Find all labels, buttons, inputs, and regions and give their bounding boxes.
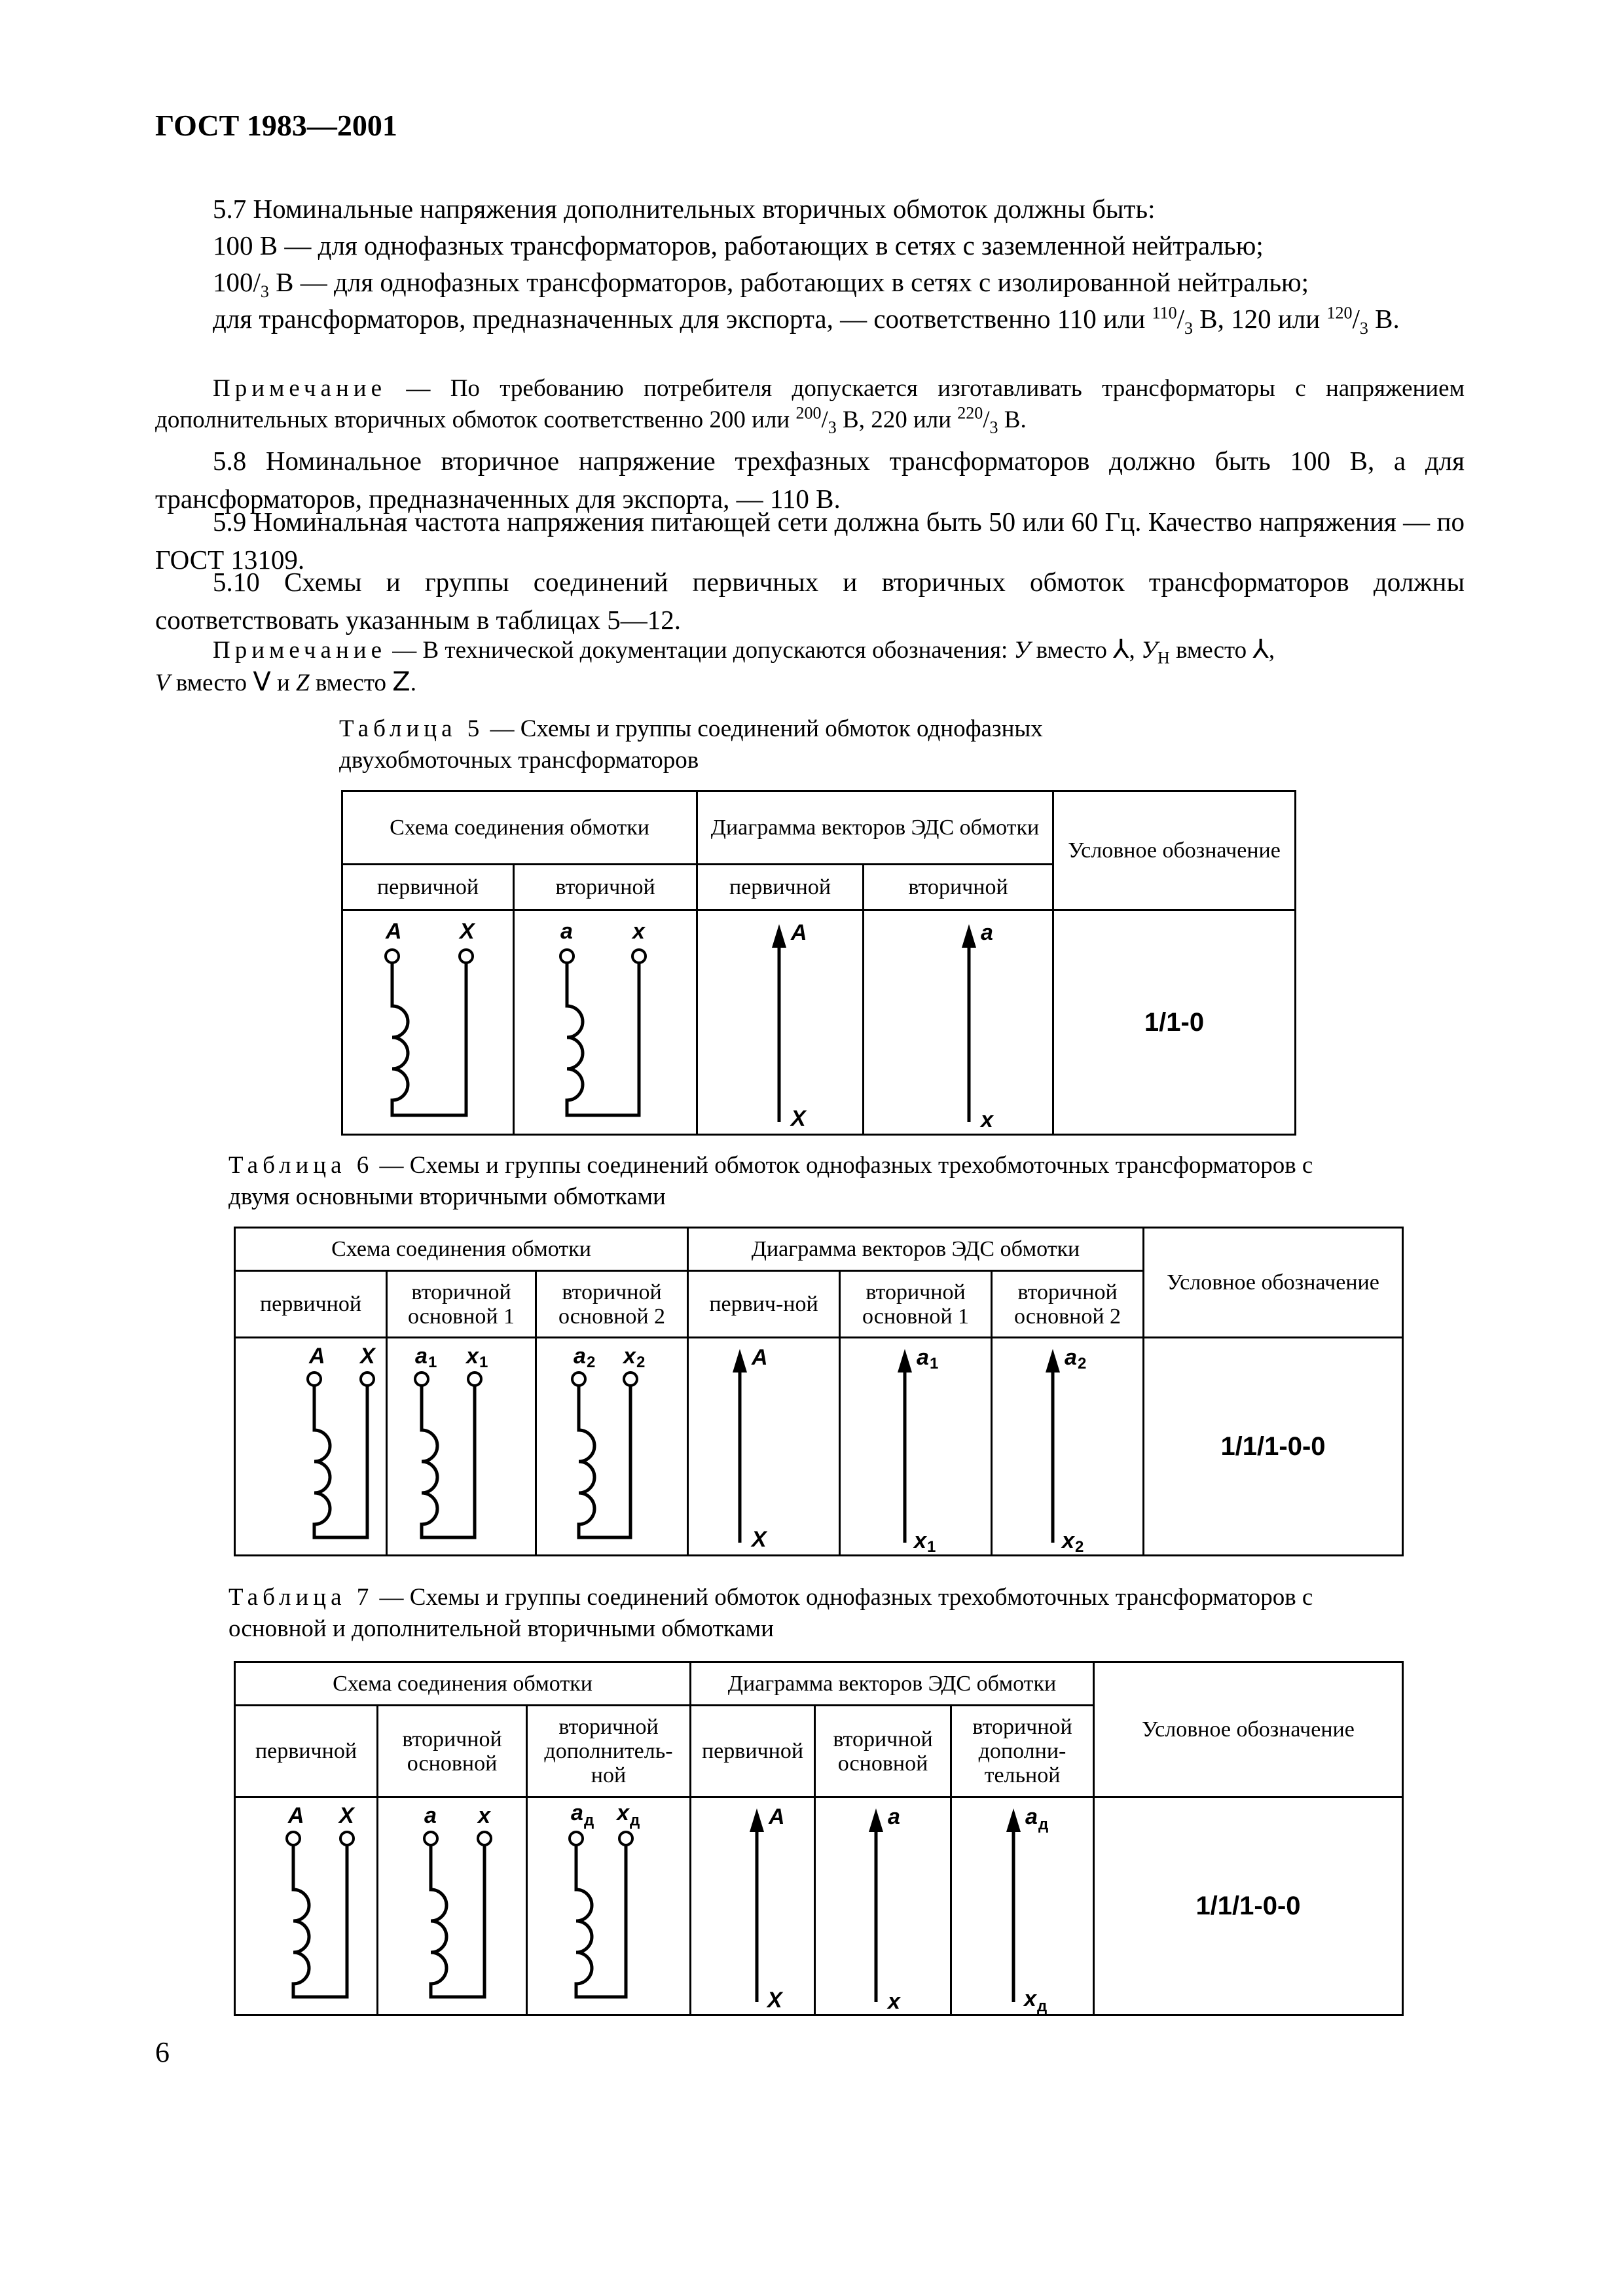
vector-diagram-primary (698, 911, 864, 1134)
svg-text:x: x (466, 1344, 479, 1369)
winding-diagram-primary (236, 1338, 388, 1554)
note-2: Примечание — В технической документации допускаются обозначения: У вместо ⅄, $У_Н$ вместо ⅄, V вместо V и Z вместо Z. (155, 634, 1275, 697)
svg-text:1: 1 (927, 1538, 936, 1554)
t7-vector-primary (691, 1797, 815, 2015)
t7-header-primary: первичной (235, 1706, 378, 1797)
vector-diagram-sec2 (993, 1338, 1144, 1554)
t5-header-primary: первичной (342, 865, 514, 910)
svg-text:X: X (752, 1527, 767, 1552)
svg-text:x: x (888, 1989, 900, 2014)
t6-header-sec2: вторичной основной 2 (536, 1271, 688, 1338)
t6-header-sec1: вторичной основной 1 (387, 1271, 536, 1338)
table-6-caption: Таблица 6 — Схемы и группы соединений обмоток однофазных трехобмоточных трансформаторов с двумя основными вторичными обмотками (228, 1152, 1313, 1210)
open-delta-symbol-icon: V (253, 667, 271, 697)
svg-text:A: A (309, 1344, 325, 1369)
table-7-caption: Таблица 7 — Схемы и группы соединений обмоток однофазных трехобмоточных трансформаторов с основной и дополнительной вторичными обмотками (228, 1584, 1313, 1642)
svg-text:A: A (288, 1803, 304, 1828)
vector-diagram-primary (691, 1798, 816, 2014)
svg-text:2: 2 (636, 1354, 646, 1371)
svg-text:A: A (386, 919, 402, 944)
t6-symbol: 1/1/1-0-0 (1144, 1338, 1403, 1556)
svg-text:a: a (574, 1344, 586, 1369)
svg-text:д: д (584, 1812, 594, 1829)
svg-text:д: д (1038, 1816, 1049, 1833)
t6-header-symbol: Условное обозначение (1144, 1228, 1403, 1338)
svg-text:a: a (571, 1801, 583, 1825)
winding-diagram-primary (236, 1798, 378, 2014)
t7-header-diag-sec-add: вторичной дополни-тельной (951, 1706, 1094, 1797)
section-5-8: 5.8 Номинальное вторичное напряжение трехфазных трансформаторов должно быть 100 В, а для трансформаторов, предназначенных для экспорта, — 110 В. (155, 446, 1465, 514)
t7-header-diag-primary: первичной (691, 1706, 815, 1797)
svg-text:a: a (981, 920, 993, 945)
winding-diagram-secondary (515, 911, 698, 1134)
svg-text:2: 2 (1078, 1355, 1087, 1372)
table-5 (341, 790, 1296, 1136)
svg-text:A: A (769, 1804, 785, 1829)
t6-header-diagram: Диаграмма векторов ЭДС обмотки (688, 1228, 1144, 1271)
winding-diagram-primary (343, 911, 515, 1134)
svg-text:A: A (752, 1345, 768, 1370)
t6-winding-sec2 (536, 1338, 688, 1556)
svg-text:X: X (767, 1988, 782, 2013)
t7-vector-sec-main (815, 1797, 951, 2015)
table-5-caption: Таблица 5 — Схемы и группы соединений обмоток однофазных двухобмоточных трансформаторов (339, 715, 1043, 774)
svg-text:1: 1 (930, 1355, 939, 1372)
svg-text:x: x (632, 919, 645, 944)
t6-header-scheme: Схема соединения обмотки (235, 1228, 688, 1271)
svg-text:д: д (630, 1812, 640, 1829)
t7-header-diag-sec-main: вторичной основной (815, 1706, 951, 1797)
t6-vector-primary (688, 1338, 840, 1556)
svg-text:a: a (560, 919, 573, 944)
svg-text:д: д (1037, 1998, 1048, 2014)
t6-vector-sec2 (992, 1338, 1144, 1556)
t6-winding-sec1 (387, 1338, 536, 1556)
svg-text:a: a (917, 1345, 929, 1370)
section-5-7-title: 5.7 Номинальные напряжения дополнительных вторичных обмоток должны быть: (213, 194, 1156, 224)
t7-winding-primary (235, 1797, 378, 2015)
svg-text:a: a (424, 1803, 437, 1828)
svg-text:x: x (981, 1107, 993, 1132)
svg-text:x: x (623, 1344, 636, 1369)
t5-header-scheme: Схема соединения обмотки (342, 791, 697, 865)
t7-symbol: 1/1/1-0-0 (1094, 1797, 1403, 2015)
t5-winding-primary (342, 910, 514, 1135)
svg-text:a: a (415, 1344, 428, 1369)
vector-diagram-sec-main (816, 1798, 952, 2014)
section-5-10: 5.10 Схемы и группы соединений первичных и вторичных обмоток трансформаторов должны соответствовать указанным в таблицах 5—12. (155, 567, 1465, 635)
t5-symbol: 1/1-0 (1053, 910, 1296, 1135)
t5-header-diag-secondary: вторичной (864, 865, 1053, 910)
t7-vector-sec-add (951, 1797, 1094, 2015)
t6-header-primary: первичной (235, 1271, 387, 1338)
svg-text:X: X (791, 1106, 806, 1131)
t5-vector-secondary (864, 910, 1053, 1135)
star-neutral-symbol-icon: ⅄ (1252, 634, 1269, 664)
winding-diagram-sec-main (378, 1798, 528, 2014)
t7-header-symbol: Условное обозначение (1094, 1662, 1403, 1797)
t5-header-diagram: Диаграмма векторов ЭДС обмотки (697, 791, 1053, 865)
svg-text:2: 2 (587, 1354, 596, 1371)
t6-vector-sec1 (840, 1338, 992, 1556)
zigzag-symbol-icon: Z (392, 667, 410, 697)
svg-text:x: x (617, 1801, 629, 1825)
svg-text:X: X (360, 1344, 375, 1369)
svg-text:x: x (1024, 1986, 1036, 2011)
svg-text:a: a (888, 1804, 900, 1829)
t7-winding-sec-add (527, 1797, 691, 2015)
t6-header-diag-primary: первич-ной (688, 1271, 840, 1338)
winding-diagram-sec2 (537, 1338, 689, 1554)
t5-header-diag-primary: первичной (697, 865, 864, 910)
t5-winding-secondary (514, 910, 697, 1135)
document-header: ГОСТ 1983—2001 (155, 109, 397, 142)
winding-diagram-sec-add (528, 1798, 691, 2014)
winding-diagram-sec1 (388, 1338, 537, 1554)
svg-text:2: 2 (1075, 1538, 1084, 1554)
note-1: Примечание — По требованию потребителя допускается изготавливать трансформаторы с напряжением дополнительных вторичных обмоток соответственно 200 или $^{200}/_3$ В, 220 или $^{220}/_3$ В. (155, 375, 1465, 437)
section-5-7-line-1: 100 В — для однофазных трансформаторов, работающих в сетях с заземленной нейтралью; (213, 230, 1264, 260)
t7-header-scheme: Схема соединения обмотки (235, 1662, 691, 1706)
section-5-9: 5.9 Номинальная частота напряжения питающей сети должна быть 50 или 60 Гц. Качество напряжения — по ГОСТ 13109. (155, 507, 1465, 575)
t5-header-secondary: вторичной (514, 865, 697, 910)
vector-diagram-primary (689, 1338, 841, 1554)
star-symbol-icon: ⅄ (1113, 634, 1129, 664)
table-6 (234, 1227, 1404, 1556)
page-number: 6 (155, 2036, 170, 2068)
t6-header-diag-sec2: вторичной основной 2 (992, 1271, 1144, 1338)
section-5-7-line-2: $100/_3$ В — для однофазных трансформаторов, работающих в сетях с изолированной нейтралью; (213, 267, 1309, 302)
section-5-7-line-3: для трансформаторов, предназначенных для экспорта, — соответственно 110 или $^{110}/_3$ В, 120 или $^{120}/_3$ В. (213, 303, 1400, 338)
t7-winding-sec-main (378, 1797, 527, 2015)
svg-text:x: x (478, 1803, 490, 1828)
t7-header-sec-add: вторичной дополнитель-ной (527, 1706, 691, 1797)
svg-text:X: X (339, 1803, 354, 1828)
svg-text:1: 1 (428, 1354, 437, 1371)
svg-text:X: X (460, 919, 475, 944)
svg-text:a: a (1025, 1804, 1038, 1829)
t7-header-diagram: Диаграмма векторов ЭДС обмотки (691, 1662, 1094, 1706)
svg-text:x: x (914, 1528, 926, 1553)
vector-diagram-sec-add (952, 1798, 1095, 2014)
svg-text:a: a (1065, 1345, 1077, 1370)
t6-header-diag-sec1: вторичной основной 1 (840, 1271, 992, 1338)
t7-header-sec-main: вторичной основной (378, 1706, 527, 1797)
svg-text:A: A (791, 920, 807, 945)
svg-text:1: 1 (479, 1354, 488, 1371)
vector-diagram-sec1 (841, 1338, 993, 1554)
t5-vector-primary (697, 910, 864, 1135)
table-7 (234, 1661, 1404, 2016)
t5-header-symbol: Условное обозначение (1053, 791, 1296, 910)
t6-winding-primary (235, 1338, 387, 1556)
vector-diagram-secondary (864, 911, 1054, 1134)
svg-text:x: x (1062, 1528, 1074, 1553)
